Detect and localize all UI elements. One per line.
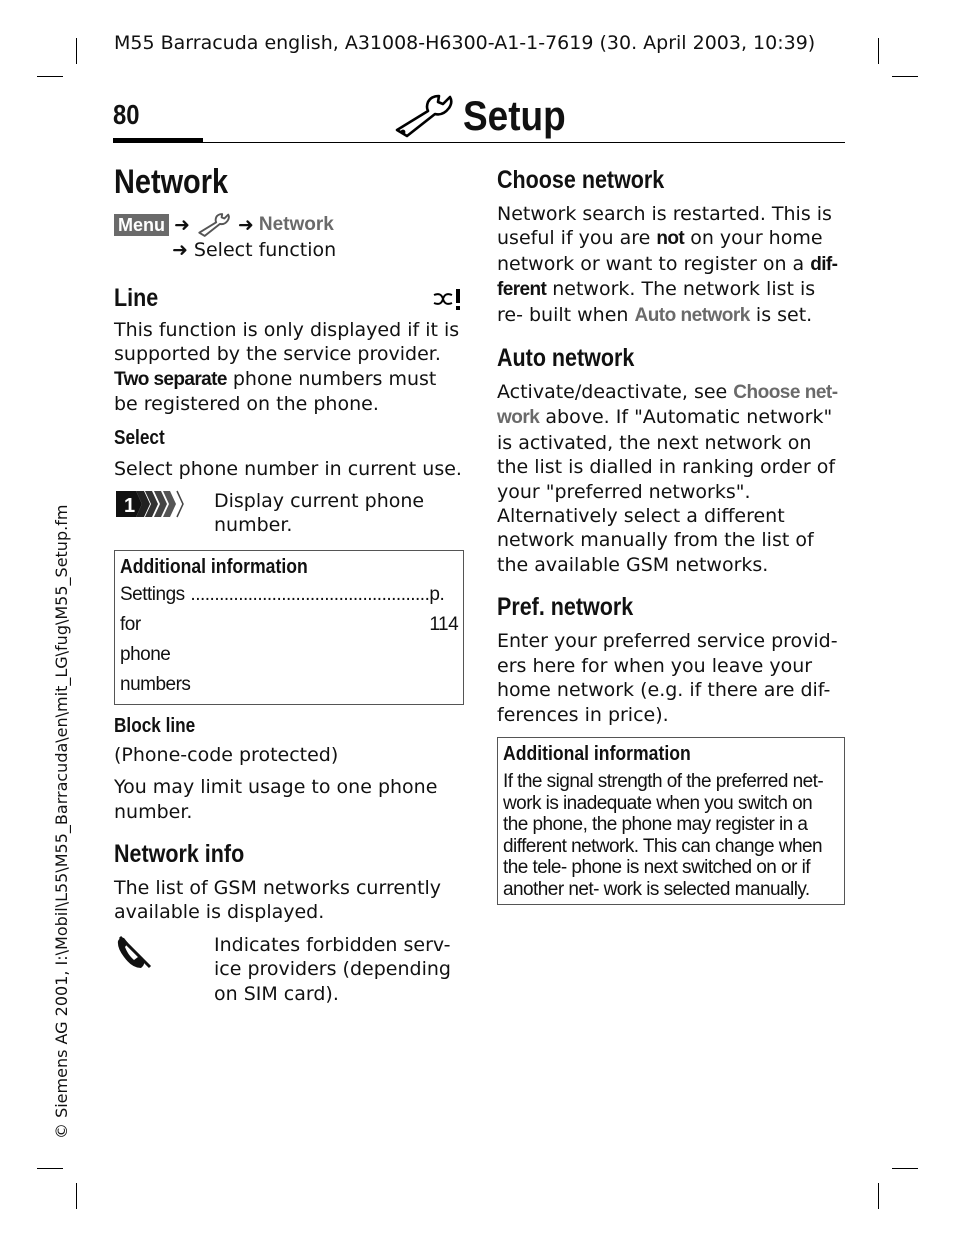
- display-key-text: Display current phone number.: [214, 490, 425, 537]
- subsection-heading-line: Line: [114, 284, 159, 312]
- subsection-heading-pref-network: Pref. network: [497, 593, 634, 622]
- wrench-icon: [195, 213, 233, 237]
- menu-key-label: Menu: [114, 214, 169, 236]
- crop-mark: [892, 1168, 918, 1169]
- key-one-label: 1: [124, 495, 136, 518]
- block-line-text: You may limit usage to one phone number.: [114, 776, 438, 823]
- crop-mark: [878, 38, 879, 64]
- menu-path-target: Network: [258, 214, 334, 235]
- info-box-entry: Settings for phone numbers: [120, 583, 191, 695]
- block-line-heading: Block line: [114, 714, 196, 737]
- auto-text-1: Activate/deactivate, see: [497, 381, 734, 404]
- page-number: 80: [113, 99, 140, 130]
- header-rule: [113, 142, 845, 143]
- info-box-text: If the signal strength of the preferred net- work is inadequate when you switch on the phone, the phone may register in a different network. This can change when the tele- phone is next switched on or if another net- work is selected manually.: [503, 770, 824, 900]
- chapter-heading: [393, 92, 580, 140]
- menu-path: [114, 212, 464, 238]
- display-key-row: [114, 489, 464, 538]
- forbidden-provider-text: Indicates forbidden serv- ice providers (depending on SIM card).: [214, 933, 451, 1005]
- info-box-line: [114, 550, 464, 705]
- choose-text-2: on your home network or want to register on a: [497, 227, 823, 275]
- info-box-heading: Additional information: [120, 555, 308, 578]
- menu-path-select: Select function: [193, 239, 337, 261]
- arrow-icon: ➜: [174, 214, 190, 236]
- choose-text-1: Network search is restarted. This is useful if you are: [497, 203, 832, 250]
- wrench-icon: [393, 94, 455, 138]
- menu-reference-choose-network: Choose net- work: [497, 382, 838, 429]
- bold-term: Two separate: [114, 368, 227, 390]
- provider-dependent-icon: [432, 286, 464, 312]
- auto-network-text: [497, 380, 845, 577]
- subsection-heading-network-info: Network info: [114, 840, 245, 869]
- left-column: [114, 160, 464, 1006]
- side-file-path: © Siemens AG 2001, I:\Mobil\L55\M55_Barracuda\en\mit_LG\fug\M55_Setup.fm: [52, 504, 71, 1139]
- crop-mark: [37, 1168, 63, 1169]
- bold-term: not: [656, 228, 685, 250]
- bold-term: dif- ferent: [497, 253, 838, 301]
- network-info-text: The list of GSM networks currently available is displayed.: [114, 877, 442, 924]
- crop-mark: [892, 76, 918, 77]
- crop-mark: [37, 76, 63, 77]
- crop-mark: [76, 38, 77, 64]
- info-box-pref-network: [497, 737, 845, 906]
- line-intro-text: This function is only displayed if it is supported by the service provider.: [114, 319, 460, 366]
- display-key-cell: [114, 489, 214, 538]
- dot-leader: ..................................................: [190, 583, 430, 605]
- subsection-heading-choose-network: Choose network: [497, 166, 665, 194]
- menu-path-step: [114, 238, 464, 262]
- info-box-reference: [120, 580, 458, 700]
- arrow-icon: ➜: [237, 214, 254, 236]
- choose-network-text: [497, 202, 845, 328]
- section-heading-network: Network: [114, 163, 229, 201]
- info-box-heading: Additional information: [503, 742, 691, 765]
- line-heading-row: [114, 282, 464, 314]
- menu-reference-auto-network: Auto network: [634, 304, 750, 326]
- crop-mark: [878, 1183, 879, 1209]
- right-column: [497, 164, 845, 905]
- info-box-page: p. 114: [429, 583, 459, 635]
- select-heading: Select: [114, 426, 165, 449]
- forbidden-provider-icon: [114, 933, 154, 973]
- line-numbers-rest: phone numbers must be registered on the phone.: [114, 367, 437, 416]
- line-numbers-text: [114, 367, 464, 417]
- chapter-title: Setup: [463, 92, 566, 139]
- choose-text-4: is set.: [749, 303, 813, 326]
- block-line-protected: (Phone-code protected): [114, 743, 339, 766]
- choose-text-3: network. The network list is re- built when: [497, 278, 816, 326]
- subsection-heading-auto-network: Auto network: [497, 344, 635, 373]
- crop-mark: [76, 1183, 77, 1209]
- forbidden-provider-cell: [114, 933, 214, 1006]
- forbidden-provider-row: [114, 933, 464, 1006]
- key-one-icon: [114, 489, 188, 519]
- auto-text-2: above. If "Automatic network" is activated, the next network on the list is dialled in ranking order of your "preferred networks". Alternatively select a different network manually from the list of the available GSM networks.: [497, 406, 836, 576]
- running-header: M55 Barracuda english, A31008-H6300-A1-1-7619 (30. April 2003, 10:39): [114, 32, 816, 54]
- arrow-icon: ➜: [172, 239, 188, 261]
- pref-network-text: Enter your preferred service provid- ers here for when you leave your home network (e.g. if there are dif- ferences in price).: [497, 630, 838, 726]
- select-text: Select phone number in current use.: [114, 457, 462, 480]
